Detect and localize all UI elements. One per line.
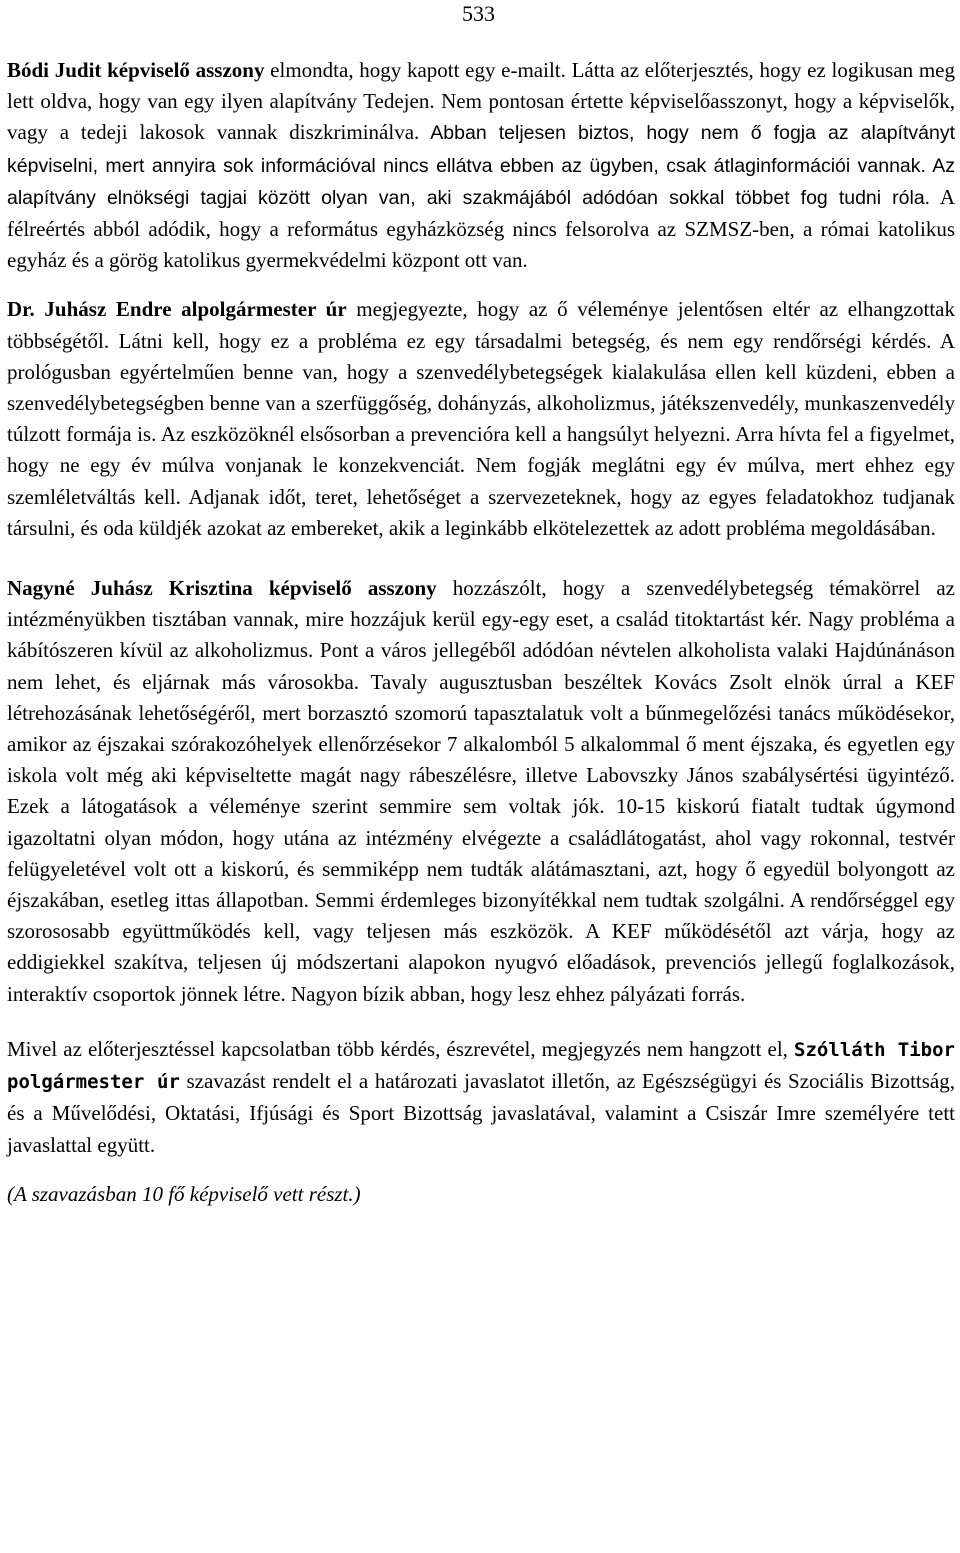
speaker-name: Dr. Juhász Endre alpolgármester úr [7, 297, 347, 322]
paragraph-text: szavazást rendelt el a határozati javaslatot illetőn, az Egészségügyi és Szociális Bizottság, és a Művelődési, Oktatási, Ifjúsági és Sport Bizottság javaslatával, valamint a Csiszár Imre személyére tett javaslattal együtt. [7, 1069, 955, 1157]
speaker-name: Nagyné Juhász Krisztina képviselő asszony [7, 576, 437, 601]
paragraph-nagyne-juhasz-krisztina [7, 573, 955, 1010]
paragraph-text: Mivel az előterjesztéssel kapcsolatban több kérdés, észrevétel, megjegyzés nem hangzott el, [7, 1036, 794, 1061]
paragraph-juhasz-endre [7, 294, 955, 544]
voting-note: (A szavazásban 10 fő képviselő vett részt.) [7, 1181, 361, 1206]
page-number: 533 [462, 1, 495, 26]
paragraph-text: megjegyezte, hogy az ő véleménye jelentősen eltér az elhangzottak többségétől. Látni kell, hogy ez a probléma ez egy társadalmi betegség, és nem egy rendőrségi kérdés. A prológusban egyértelműen benne van, hogy a szenvedélybetegségek kialakulása ellen kell küzdeni, ebben a szenvedélybetegségben benne van a szerfüggőség, dohányzás, alkoholizmus, játékszenvedély, munkaszenvedély túlzott formája is. Az eszközöknél elsősorban a prevencióra kell a hangsúlyt helyezni. Arra hívta fel a figyelmet, hogy ne egy év múlva vonjanak le konzekvenciát. Nem fogják meglátni egy év múlva, mert ehhez egy szemléletváltás kell. Adjanak időt, teret, lehetőséget a szervezeteknek, hogy az egyes feladatokhoz tudjanak társulni, és oda küldjék azokat az embereket, akik a leginkább elkötelezettek az adott probléma megoldásában. [7, 297, 955, 540]
document-body [7, 55, 955, 1210]
paragraph-szavazas [7, 1034, 955, 1161]
paragraph-text: A félreértés abból adódik, hogy a református egyházközség nincs felsorolva az SZMSZ-ben, a római katolikus egyház és a görög katolikus gyermekvédelmi központ ott van. [7, 184, 955, 273]
paragraph-text: elmondta, hogy kapott egy e-mailt. Látta az előterjesztés, hogy ez logikusan meg lett oldva, hogy van egy ilyen alapítvány Tedejen. Nem pontosan értette képviselőasszonyt, hogy a képviselők, vagy a tedeji lakosok vannak diszkriminálva. [7, 58, 955, 145]
paragraph-text: Abban teljesen biztos, hogy nem ő fogja az alapítványt képviselni, mert annyira sok információval nincs ellátva ebben az ügyben, csak átlaginformációi vannak. Az alapítvány elnökségi tagjai között olyan van, aki szakmájából adódóan sokkal többet fog tudni róla. [7, 122, 955, 209]
speaker-name: Bódi Judit képviselő asszony [7, 58, 265, 82]
speaker-name: Szólláth Tibor polgármester úr [7, 1038, 955, 1094]
paragraph-text: hozzászólt, hogy a szenvedélybetegség témakörrel az intézményükben tisztában vannak, mire hozzájuk kerül egy-egy eset, a család titoktartást kér. Nagy probléma a kábítószeren kívül az alkoholizmus. Pont a város jellegéből adódóan névtelen alkoholista valaki Hajdúnánáson nem lehet, és eljárnak más városokba. Tavaly augusztusban beszéltek Kovács Zsolt elnök úrral a KEF létrehozásának lehetőségéről, mert borzasztó szomorú tapasztalatuk volt a bűnmegelőzési tanács működésekor, amikor az éjszakai szórakozóhelyek ellenőrzésekor 7 alkalomból 5 alkalommal ő ment éjszaka, és egyetlen egy iskola volt még aki képviseltette magát nagy rábeszélésre, illetve Labovszky János szabálysértési ügyintéző. Ezek a látogatások a véleménye szerint semmire sem voltak jók. 10-15 kiskorú fiatalt tudtak úgymond igazoltatni olyan módon, hogy utána az intézmény elvégezte a családlátogatást, ahol vagy rokonnal, testvér felügyeletével volt ott a kiskorú, és semmiképp nem tudták alátámasztani, azt, hogy ő egyedül bolyongott az éjszakában, esetleg ittas állapotban. Semmi érdemleges bizonyítékkal nem tudtak szolgálni. A rendőrséggel egy szorososabb együttműködés kell, vagy teljesen más eszközök. A KEF működésétől azt várja, hogy az eddigiekkel szakítva, teljesen új módszertani alapokon nyugvó előadások, prevenciós jellegű foglalkozások, interaktív csoportok jönnek létre. Nagyon bízik abban, hogy lesz ehhez pályázati forrás. [7, 576, 955, 1006]
paragraph-bodi-judit [7, 55, 955, 276]
